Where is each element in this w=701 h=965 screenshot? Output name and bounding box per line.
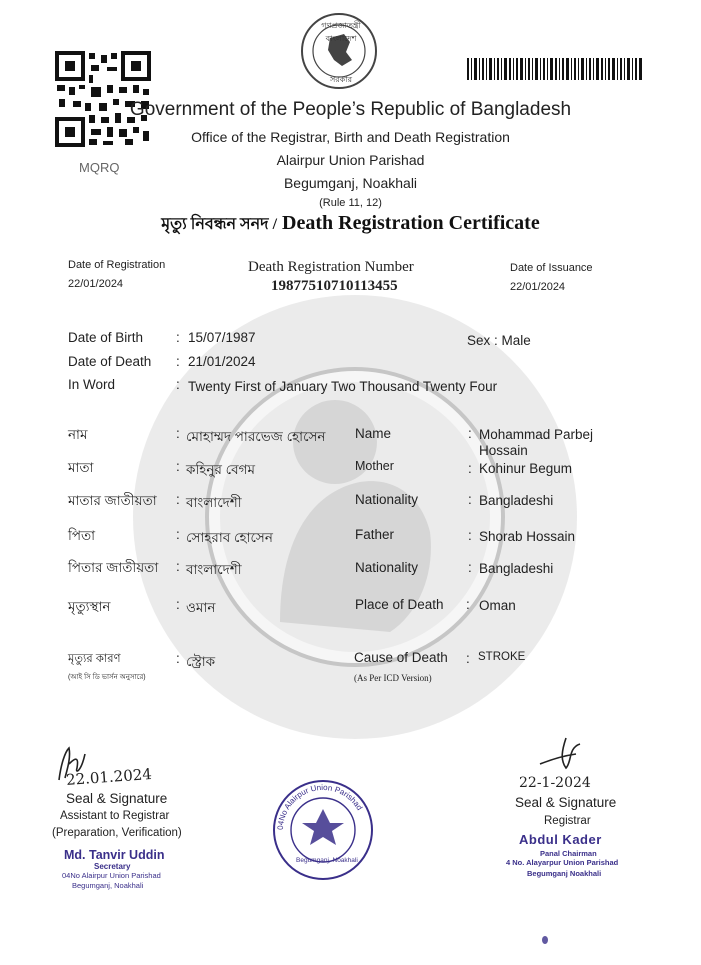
certificate-title-en: Death Registration Certificate xyxy=(282,212,540,234)
dod-label: Date of Death xyxy=(68,354,152,369)
assistant-title: Secretary xyxy=(94,862,131,871)
registrar-signature-mark xyxy=(536,734,586,772)
registration-number-value: 19877510710113455 xyxy=(271,278,398,294)
registrar-title: Panal Chairman xyxy=(540,849,597,858)
cause-of-death-en-sub: (As Per ICD Version) xyxy=(354,673,432,683)
father-bn-value: সোহরাব হোসেন xyxy=(186,530,273,545)
assistant-signature-date: 22.01.2024 xyxy=(65,765,153,789)
place-of-death-en-value: Oman xyxy=(479,598,516,613)
name-en-colon: : xyxy=(468,426,472,441)
assistant-location: Begumganj, Noakhali xyxy=(72,881,144,890)
dob-value: 15/07/1987 xyxy=(188,330,256,345)
mother-nationality-en-value: Bangladeshi xyxy=(479,493,554,508)
government-title: Government of the People’s Republic of Bangladesh xyxy=(129,99,572,120)
registrar-signature-date: 22-1-2024 xyxy=(519,775,591,791)
cause-of-death-en-colon: : xyxy=(466,651,470,666)
father-en-colon: : xyxy=(468,528,472,543)
mother-bn-value: কহিনুর বেগম xyxy=(186,462,255,477)
father-nationality-bn-value: বাংলাদেশী xyxy=(186,562,242,577)
qr-caption: MQRQ xyxy=(79,160,120,175)
dod-value: 21/01/2024 xyxy=(188,354,256,369)
mother-nationality-en-label: Nationality xyxy=(355,492,419,507)
date-of-issuance-value: 22/01/2024 xyxy=(510,281,566,293)
certificate-title xyxy=(0,211,701,238)
date-of-registration-value: 22/01/2024 xyxy=(68,278,124,290)
date-of-registration-label: Date of Registration xyxy=(68,259,166,271)
union-name: Alairpur Union Parishad xyxy=(276,152,425,168)
office-title: Office of the Registrar, Birth and Death Registration xyxy=(191,129,510,145)
dod-colon: : xyxy=(176,354,180,369)
father-bn-colon: : xyxy=(176,527,180,542)
stamp-bottom-text: Begumganj, Noakhali xyxy=(296,857,358,864)
in-word-label: In Word xyxy=(68,377,116,392)
father-nationality-en-value: Bangladeshi xyxy=(479,561,554,576)
mother-nationality-en-colon: : xyxy=(468,492,472,507)
sex-value: Sex : Male xyxy=(467,333,531,348)
place-of-death-bn-label: মৃত্যুস্থান xyxy=(68,599,111,614)
ink-spot xyxy=(542,936,548,944)
certificate-title-bn: মৃত্যু নিবন্ধন সনদ / xyxy=(161,216,278,233)
in-word-value: Twenty First of January Two Thousand Twenty Four xyxy=(188,379,498,394)
mother-en-value: Kohinur Begum xyxy=(479,461,573,476)
rule-text: (Rule 11, 12) xyxy=(319,197,382,209)
name-bn-colon: : xyxy=(176,426,180,441)
in-word-colon: : xyxy=(176,377,180,392)
place-of-death-en-colon: : xyxy=(466,597,470,612)
registrar-location: Begumganj Noakhali xyxy=(527,869,602,878)
father-nationality-en-label: Nationality xyxy=(355,560,419,575)
registrar-seal-label: Seal & Signature xyxy=(515,795,617,810)
barcode-icon xyxy=(467,58,642,80)
registrar-role: Registrar xyxy=(544,815,591,827)
union-parishad-stamp xyxy=(268,779,378,881)
dob-colon: : xyxy=(176,330,180,345)
assistant-role-detail: (Preparation, Verification) xyxy=(52,827,182,839)
cause-of-death-bn-label: মৃত্যুর কারণ xyxy=(68,653,121,665)
registrar-name: Abdul Kader xyxy=(519,832,602,847)
mother-bn-label: মাতা xyxy=(68,460,94,475)
father-nationality-bn-label: পিতার জাতীয়তা xyxy=(68,560,159,575)
registration-number-label: Death Registration Number xyxy=(248,259,414,275)
assistant-org: 04No Alairpur Union Parishad xyxy=(62,871,161,880)
registrar-org: 4 No. Alayarpur Union Parishad xyxy=(506,858,619,867)
cause-of-death-bn-value: স্ট্রোক xyxy=(186,654,216,669)
cause-of-death-bn-sub: (আই সি ডি ভার্সন অনুসারে) xyxy=(68,674,146,681)
assistant-role: Assistant to Registrar xyxy=(60,810,170,822)
dob-label: Date of Birth xyxy=(68,330,144,345)
father-nationality-bn-colon: : xyxy=(176,559,180,574)
father-en-label: Father xyxy=(355,527,395,542)
place-of-death-en-label: Place of Death xyxy=(355,597,444,612)
cause-of-death-bn-colon: : xyxy=(176,651,180,666)
name-bn-value: মোহাম্মদ পারভেজ হোসেন xyxy=(186,429,326,444)
cause-of-death-en-label: Cause of Death xyxy=(354,650,448,665)
cause-of-death-en-value: STROKE xyxy=(478,651,526,663)
name-en-value-line2: Hossain xyxy=(479,443,528,458)
name-en-label: Name xyxy=(355,426,392,441)
date-of-issuance-label: Date of Issuance xyxy=(510,262,593,274)
mother-nationality-bn-value: বাংলাদেশী xyxy=(186,495,242,510)
place-of-death-bn-value: ওমান xyxy=(186,600,216,615)
assistant-seal-label: Seal & Signature xyxy=(66,791,168,806)
location: Begumganj, Noakhali xyxy=(283,175,418,191)
seal-text-bottom: সরকার xyxy=(329,75,352,84)
assistant-name: Md. Tanvir Uddin xyxy=(64,848,165,862)
mother-en-label: Mother xyxy=(355,459,394,473)
mother-en-colon: : xyxy=(468,461,472,476)
mother-bn-colon: : xyxy=(176,459,180,474)
father-nationality-en-colon: : xyxy=(468,560,472,575)
name-bn-label: নাম xyxy=(68,427,88,442)
stamp-ring-text: 04No Alairpur Union Parishad xyxy=(275,782,365,831)
seal-text-top: গণপ্রজাতন্ত্রী বাংলাদেশ xyxy=(321,21,361,43)
place-of-death-bn-colon: : xyxy=(176,597,180,612)
name-en-value-line1: Mohammad Parbej xyxy=(479,427,594,442)
father-en-value: Shorab Hossain xyxy=(479,529,576,544)
mother-nationality-bn-label: মাতার জাতীয়তা xyxy=(68,493,157,508)
mother-nationality-bn-colon: : xyxy=(176,492,180,507)
father-bn-label: পিতা xyxy=(68,528,96,543)
